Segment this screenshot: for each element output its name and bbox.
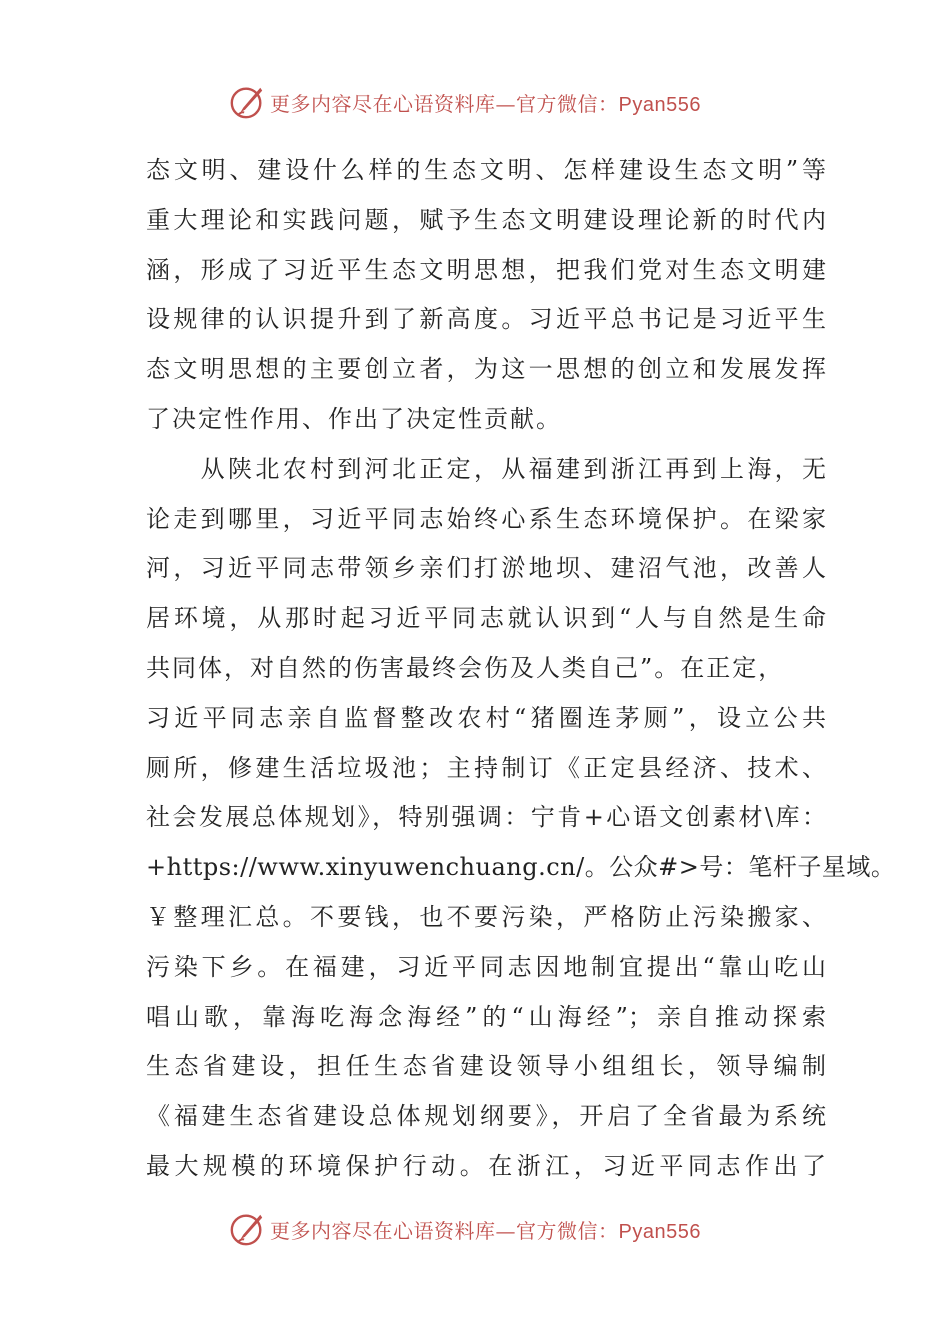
text-line: 重大理论和实践问题，赋予生态文明建设理论新的时代内 bbox=[146, 205, 826, 234]
quill-pen-icon bbox=[228, 1210, 266, 1248]
text-line: 河，习近平同志带领乡亲们打淤地坝、建沼气池，改善人 bbox=[146, 554, 826, 583]
header-banner bbox=[228, 82, 748, 122]
text-line: 了决定性作用、作出了决定性贡献。 bbox=[146, 404, 562, 433]
text-line: 习近平同志亲自监督整改农村“猪圈连茅厕”，设立公共 bbox=[146, 703, 826, 732]
text-line: 厕所，修建生活垃圾池；主持制订《正定县经济、技术、 bbox=[146, 753, 826, 782]
text-line: 污染下乡。在福建，习近平同志因地制宜提出“靠山吃山 bbox=[146, 952, 826, 981]
text-line: 态文明思想的主要创立者，为这一思想的创立和发展发挥 bbox=[146, 355, 826, 384]
text-line: +https://www.xinyuwenchuang.cn/。公众#>号：笔杆子星域。 bbox=[146, 853, 896, 882]
text-line: 涵，形成了习近平生态文明思想，把我们党对生态文明建 bbox=[146, 255, 826, 284]
text-line: 态文明、建设什么样的生态文明、怎样建设生态文明”等 bbox=[146, 156, 826, 184]
text-line: 共同体，对自然的伤害最终会伤及人类自己”。在正定， bbox=[146, 653, 785, 682]
header-text: 更多内容尽在心语资料库—官方微信： bbox=[270, 91, 619, 116]
text-line: 从陕北农村到河北正定，从福建到浙江再到上海，无 bbox=[146, 454, 826, 483]
quill-pen-icon bbox=[228, 83, 266, 121]
footer-wechat-id: Pyan556 bbox=[618, 1220, 701, 1243]
footer-banner bbox=[228, 1209, 748, 1249]
text-line: ￥整理汇总。不要钱，也不要污染，严格防止污染搬家、 bbox=[146, 902, 826, 931]
document-body bbox=[146, 146, 896, 1192]
text-line: 《福建生态省建设总体规划纲要》，开启了全省最为系统 bbox=[146, 1102, 826, 1131]
text-line: 居环境，从那时起习近平同志就认识到“人与自然是生命 bbox=[146, 604, 826, 633]
header-wechat-id: Pyan556 bbox=[618, 93, 701, 116]
text-line: 设规律的认识提升到了新高度。习近平总书记是习近平生 bbox=[146, 305, 826, 334]
text-line: 最大规模的环境保护行动。在浙江，习近平同志作出了 bbox=[146, 1151, 826, 1180]
text-line: 社会发展总体规划》，特别强调：宁肯+心语文创素材\库： bbox=[146, 803, 826, 832]
text-line: 唱山歌，靠海吃海念海经”的“山海经”；亲自推动探索 bbox=[146, 1002, 826, 1031]
text-line: 论走到哪里，习近平同志始终心系生态环境保护。在梁家 bbox=[146, 504, 826, 533]
footer-text: 更多内容尽在心语资料库—官方微信： bbox=[270, 1218, 619, 1243]
text-line: 生态省建设，担任生态省建设领导小组组长，领导编制 bbox=[146, 1052, 826, 1081]
